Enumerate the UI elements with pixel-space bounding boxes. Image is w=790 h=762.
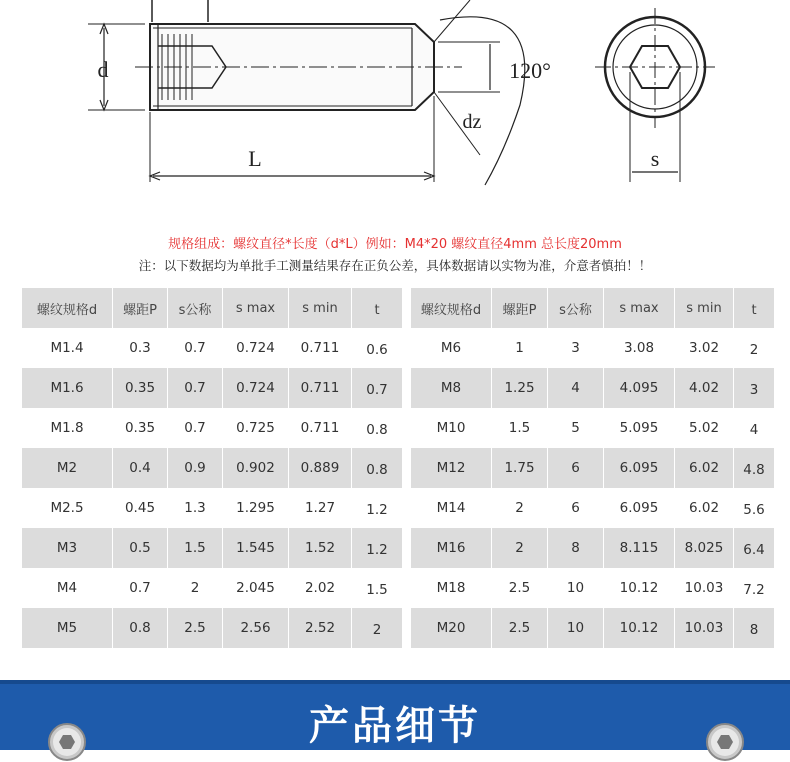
cell-thread-size: M8 — [411, 368, 492, 408]
cell-thread-size: M18 — [411, 568, 492, 608]
cell-pitch: 0.7 — [113, 568, 168, 608]
cell-s-min: 6.02 — [675, 448, 734, 488]
cell-s-max: 1.545 — [223, 528, 289, 568]
cell-thread-size: M20 — [411, 608, 492, 648]
cell-pitch: 2.5 — [492, 608, 548, 648]
header-thread-size: 螺纹规格d — [22, 288, 113, 328]
table-row — [411, 488, 774, 528]
cell-s-min: 3.02 — [675, 328, 734, 368]
table-row — [411, 608, 774, 648]
cell-pitch: 0.35 — [113, 368, 168, 408]
cell-t: 5.6 — [734, 488, 774, 528]
header-s-min: s min — [675, 288, 734, 328]
cell-s-nominal: 8 — [548, 528, 604, 568]
cell-thread-size: M14 — [411, 488, 492, 528]
cell-s-nominal: 0.7 — [168, 368, 223, 408]
banner-top-strip — [0, 680, 790, 684]
set-screw-diagram — [0, 0, 790, 215]
cell-t: 0.6 — [352, 328, 402, 368]
cell-pitch: 2 — [492, 488, 548, 528]
cell-pitch: 0.5 — [113, 528, 168, 568]
cell-t: 3 — [734, 368, 774, 408]
cell-s-nominal: 1.5 — [168, 528, 223, 568]
cell-t: 2 — [352, 608, 402, 648]
cell-s-min: 0.711 — [289, 328, 352, 368]
cell-s-max: 0.902 — [223, 448, 289, 488]
spec-table-right — [411, 288, 774, 648]
cell-s-max: 4.095 — [604, 368, 675, 408]
header-s-nominal: s公称 — [548, 288, 604, 328]
cell-s-min: 6.02 — [675, 488, 734, 528]
cell-t: 8 — [734, 608, 774, 648]
table-header-row — [22, 288, 402, 328]
cell-s-max: 10.12 — [604, 568, 675, 608]
cell-s-max: 0.724 — [223, 368, 289, 408]
cell-t: 0.8 — [352, 448, 402, 488]
table-row — [411, 448, 774, 488]
header-t: t — [734, 288, 774, 328]
cell-s-nominal: 10 — [548, 608, 604, 648]
cell-s-min: 8.025 — [675, 528, 734, 568]
cell-s-min: 2.52 — [289, 608, 352, 648]
cell-s-max: 5.095 — [604, 408, 675, 448]
table-row — [22, 608, 402, 648]
cell-pitch: 2.5 — [492, 568, 548, 608]
cell-pitch: 0.35 — [113, 408, 168, 448]
table-row — [22, 328, 402, 368]
header-s-min: s min — [289, 288, 352, 328]
cell-t: 0.7 — [352, 368, 402, 408]
cell-thread-size: M1.8 — [22, 408, 113, 448]
cell-s-min: 1.52 — [289, 528, 352, 568]
hex-socket-screw-icon — [47, 722, 87, 762]
cell-s-nominal: 0.7 — [168, 408, 223, 448]
cell-s-min: 0.889 — [289, 448, 352, 488]
header-s-nominal: s公称 — [168, 288, 223, 328]
table-row — [22, 568, 402, 608]
cell-pitch: 0.4 — [113, 448, 168, 488]
header-s-max: s max — [223, 288, 289, 328]
cell-s-nominal: 4 — [548, 368, 604, 408]
cell-thread-size: M10 — [411, 408, 492, 448]
cell-thread-size: M3 — [22, 528, 113, 568]
cell-s-nominal: 6 — [548, 488, 604, 528]
cell-thread-size: M5 — [22, 608, 113, 648]
cell-s-nominal: 1.3 — [168, 488, 223, 528]
cell-s-min: 2.02 — [289, 568, 352, 608]
table-row — [411, 368, 774, 408]
cell-thread-size: M2.5 — [22, 488, 113, 528]
cell-s-max: 2.56 — [223, 608, 289, 648]
cell-t: 1.5 — [352, 568, 402, 608]
tolerance-warning: 注：以下数据均为单批手工测量结果存在正负公差，具体数据请以实物为准，介意者慎拍！！ — [138, 258, 652, 273]
spec-example-note: 规格组成：螺纹直径*长度（d*L）例如：M4*20 螺纹直径4mm 总长度20mm — [168, 237, 622, 252]
cell-s-nominal: 2 — [168, 568, 223, 608]
cell-pitch: 0.8 — [113, 608, 168, 648]
table-row — [22, 448, 402, 488]
header-s-max: s max — [604, 288, 675, 328]
diagram-label-s: s — [650, 146, 660, 171]
diagram-label-d: d — [97, 57, 109, 82]
cell-thread-size: M12 — [411, 448, 492, 488]
diagram-label-dz: dz — [462, 111, 482, 133]
cell-s-min: 10.03 — [675, 608, 734, 648]
cell-s-max: 2.045 — [223, 568, 289, 608]
header-t: t — [352, 288, 402, 328]
cell-thread-size: M1.4 — [22, 328, 113, 368]
table-row — [411, 528, 774, 568]
cell-pitch: 2 — [492, 528, 548, 568]
cell-s-max: 1.295 — [223, 488, 289, 528]
cell-s-nominal: 6 — [548, 448, 604, 488]
header-thread-size: 螺纹规格d — [411, 288, 492, 328]
cell-pitch: 1.75 — [492, 448, 548, 488]
cell-s-max: 0.725 — [223, 408, 289, 448]
cell-thread-size: M6 — [411, 328, 492, 368]
cell-thread-size: M4 — [22, 568, 113, 608]
cell-thread-size: M16 — [411, 528, 492, 568]
cell-t: 0.8 — [352, 408, 402, 448]
cell-pitch: 0.45 — [113, 488, 168, 528]
cell-pitch: 0.3 — [113, 328, 168, 368]
cell-s-max: 8.115 — [604, 528, 675, 568]
cell-t: 2 — [734, 328, 774, 368]
diagram-label-L: L — [248, 146, 262, 171]
cell-s-max: 6.095 — [604, 488, 675, 528]
cell-s-nominal: 5 — [548, 408, 604, 448]
cell-t: 4 — [734, 408, 774, 448]
header-pitch: 螺距P — [492, 288, 548, 328]
spec-table-left — [22, 288, 402, 648]
cell-t: 4.8 — [734, 448, 774, 488]
hex-socket-screw-icon — [705, 722, 745, 762]
cell-s-max: 10.12 — [604, 608, 675, 648]
banner-title: 产品细节 — [309, 703, 481, 749]
table-row — [22, 528, 402, 568]
cell-t: 7.2 — [734, 568, 774, 608]
cell-s-nominal: 2.5 — [168, 608, 223, 648]
cell-t: 6.4 — [734, 528, 774, 568]
cell-s-min: 5.02 — [675, 408, 734, 448]
cell-s-min: 0.711 — [289, 368, 352, 408]
cell-s-min: 4.02 — [675, 368, 734, 408]
cell-s-max: 6.095 — [604, 448, 675, 488]
cell-s-max: 3.08 — [604, 328, 675, 368]
cell-s-min: 10.03 — [675, 568, 734, 608]
table-header-row — [411, 288, 774, 328]
cell-t: 1.2 — [352, 528, 402, 568]
cell-s-max: 0.724 — [223, 328, 289, 368]
table-row — [22, 408, 402, 448]
table-row — [411, 328, 774, 368]
table-row — [22, 488, 402, 528]
cell-pitch: 1.5 — [492, 408, 548, 448]
cell-s-nominal: 0.7 — [168, 328, 223, 368]
cell-s-min: 1.27 — [289, 488, 352, 528]
header-pitch: 螺距P — [113, 288, 168, 328]
cell-pitch: 1 — [492, 328, 548, 368]
cell-s-nominal: 0.9 — [168, 448, 223, 488]
cell-s-nominal: 3 — [548, 328, 604, 368]
cell-thread-size: M2 — [22, 448, 113, 488]
table-row — [411, 568, 774, 608]
table-row — [22, 368, 402, 408]
cell-thread-size: M1.6 — [22, 368, 113, 408]
cell-t: 1.2 — [352, 488, 402, 528]
diagram-label-angle: 120° — [509, 58, 551, 83]
cell-s-nominal: 10 — [548, 568, 604, 608]
cell-s-min: 0.711 — [289, 408, 352, 448]
table-row — [411, 408, 774, 448]
cell-pitch: 1.25 — [492, 368, 548, 408]
